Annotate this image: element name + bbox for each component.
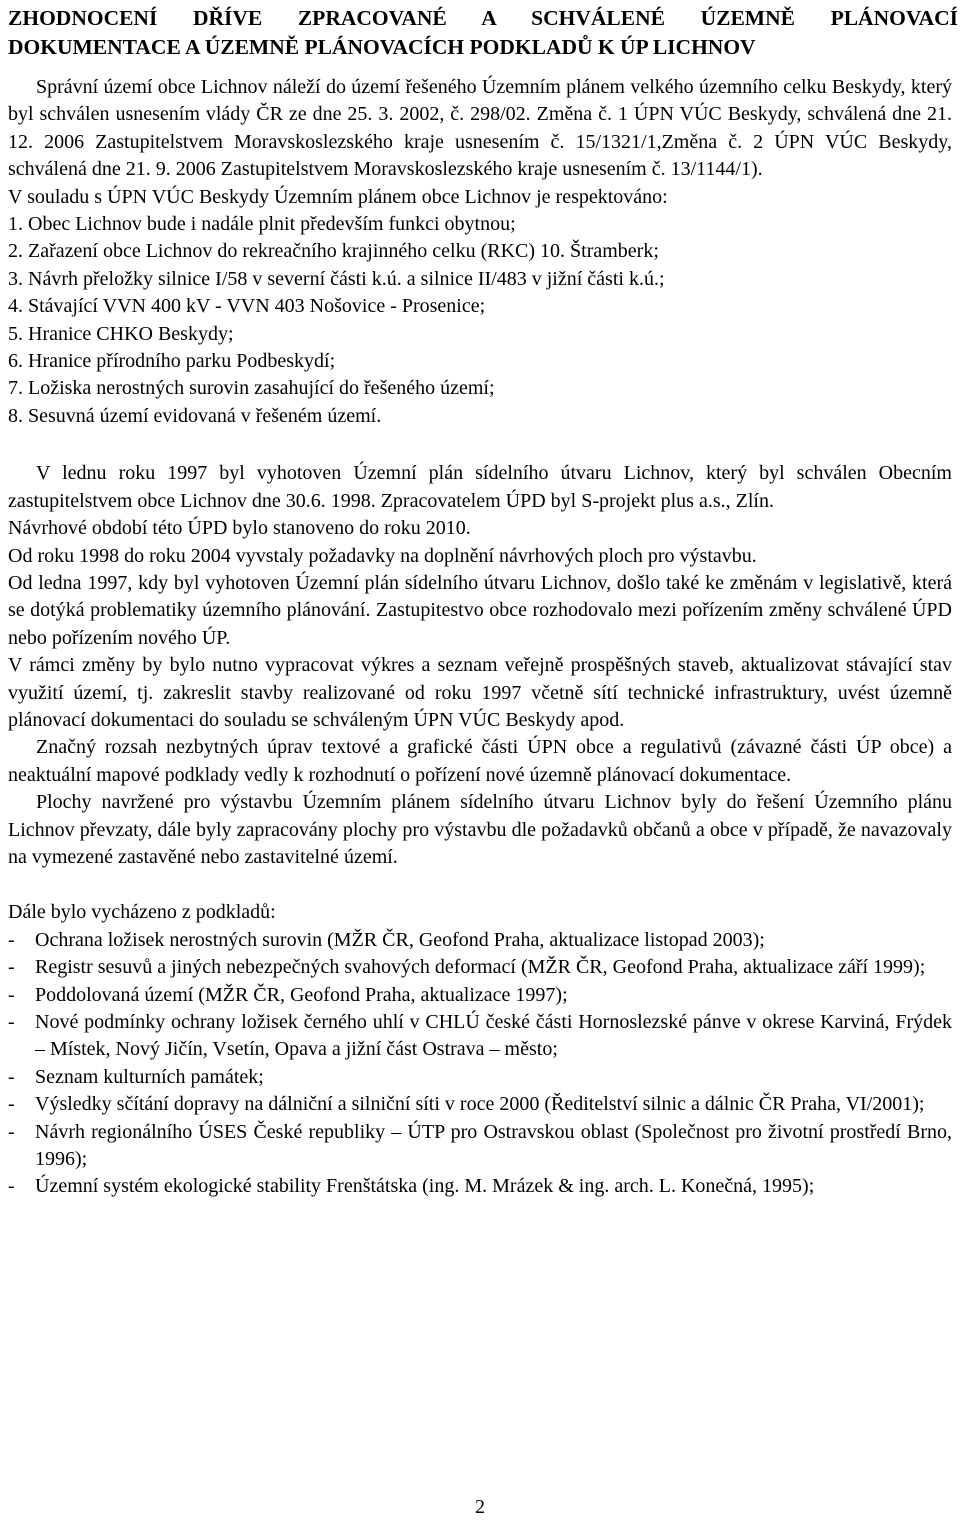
list-item — [8, 1091, 952, 1118]
intro-paragraph: Správní území obce Lichnov náleží do území řešeného Územním plánem velkého územního celku Beskydy, který byl schválen usnesením vlády ČR ze dne 25. 3. 2002, č. 298/02. Změna č. 1 ÚPN VÚC Beskydy, schválená dne 21. 12. 2006 Zastupitelstvem Moravskoslezského kraje usnesením č. 15/1321/1,Změna č. 2 ÚPN VÚC Beskydy, schválená dne 21. 9. 2006 Zastupitelstvem Moravskoslezského kraje usnesením č. 13/1144/1). — [8, 76, 952, 181]
list-item — [8, 1173, 952, 1200]
source-text: Ochrana ložisek nerostných surovin (MŽR ČR, Geofond Praha, aktualizace listopad 2003); — [35, 928, 765, 951]
list-item: 7. Ložiska nerostných surovin zasahující do řešeného území; — [8, 377, 495, 400]
list-item: 1. Obec Lichnov bude i nadále plnit především funkci obytnou; — [8, 213, 516, 236]
source-text: Výsledky sčítání dopravy na dálniční a silniční síti v roce 2000 (Ředitelství silnic a dálnic ČR Praha, VI/2001); — [35, 1093, 925, 1116]
list-item — [8, 1119, 952, 1174]
list-item — [8, 927, 952, 954]
spacer — [8, 871, 952, 899]
list-item — [8, 1064, 952, 1091]
page-number: 2 — [475, 1496, 485, 1518]
source-text: Územní systém ekologické stability Frenštátska (ing. M. Mrázek & ing. arch. L. Konečná, 1995); — [35, 1175, 815, 1198]
bullet-dash: - — [8, 1093, 15, 1116]
sources-intro: Dále bylo vycházeno z podkladů: — [8, 901, 276, 924]
bullet-dash: - — [8, 928, 15, 951]
bullet-dash: - — [8, 1065, 15, 1088]
sources-list — [8, 927, 952, 1201]
spacer — [8, 430, 952, 460]
source-text: Návrh regionálního ÚSES České republiky – ÚTP pro Ostravskou oblast (Společnost pro životní prostředí Brno, 1996); — [35, 1120, 952, 1171]
source-text: Nové podmínky ochrany ložisek černého uhlí v CHLÚ české části Hornoslezské pánve v okrese Karviná, Frýdek – Místek, Nový Jičín, Vsetín, Opava a jižní část Ostrava – město; — [35, 1011, 952, 1061]
paragraph-requirements: Od roku 1998 do roku 2004 vyvstaly požadavky na doplnění návrhových ploch pro výstavbu. — [8, 544, 757, 567]
list-item: 8. Sesuvná území evidovaná v řešeném území. — [8, 404, 382, 427]
list-item: 4. Stávající VVN 400 kV - VVN 403 Nošovice - Prosenice; — [8, 295, 486, 318]
bullet-dash: - — [8, 1120, 15, 1143]
list-item: 6. Hranice přírodního parku Podbeskydí; — [8, 350, 336, 373]
paragraph-period: Návrhové období této ÚPD bylo stanoveno do roku 2010. — [8, 517, 471, 540]
paragraph-legislation: Od ledna 1997, kdy byl vyhotoven Územní plán sídelního útvaru Lichnov, došlo také ke změnám v legislativě, která se dotýká problematiky územního plánování. Zastupitestvo obce rozhodovalo mezi pořízením změny schválené ÚPD nebo pořízením nového ÚP. — [8, 571, 952, 649]
bullet-dash: - — [8, 1175, 15, 1198]
list-item — [8, 954, 952, 981]
source-text: Registr sesuvů a jiných nebezpečných svahových deformací (MŽR ČR, Geofond Praha, aktualizace září 1999); — [35, 956, 926, 979]
paragraph-change-scope: V rámci změny by bylo nutno vypracovat výkres a seznam veřejně prospěšných staveb, aktualizovat stávající stav využití území, tj. zakreslit stavby realizované od roku 1997 včetně sítí technické infrastruktury, uvést územně plánovací dokumentaci do souladu se schváleným ÚPN VÚC Beskydy apod. — [8, 654, 952, 731]
list-item — [8, 1009, 952, 1064]
document-body — [8, 74, 952, 1201]
source-text: Poddolovaná území (MŽR ČR, Geofond Praha, aktualizace 1997); — [35, 983, 568, 1006]
list-item: 2. Zařazení obce Lichnov do rekreačního krajinného celku (RKC) 10. Štramberk; — [8, 240, 659, 263]
paragraph-areas: Plochy navržené pro výstavbu Územním plánem sídelního útvaru Lichnov byly do řešení Územního plánu Lichnov převzaty, dále byly zapracovány plochy pro výstavbu dle požadavků občanů a obce v případě, že navazovaly na vymezené zastavěné nebo zastavitelné území. — [8, 791, 952, 868]
paragraph-upd-1997: V lednu roku 1997 byl vyhotoven Územní plán sídelního útvaru Lichnov, který byl schválen Obecním zastupitelstvem obce Lichnov dne 30.6. 1998. Zpracovatelem ÚPD byl S-projekt plus a.s., Zlín. — [8, 462, 952, 512]
bullet-dash: - — [8, 956, 15, 979]
list-item: 5. Hranice CHKO Beskydy; — [8, 322, 234, 345]
list-item — [8, 982, 952, 1009]
respect-intro: V souladu s ÚPN VÚC Beskydy Územním plánem obce Lichnov je respektováno: — [8, 185, 668, 208]
heading-line-2: DOKUMENTACE A ÚZEMNĚ PLÁNOVACÍCH PODKLADŮ K ÚP LICHNOV — [8, 35, 756, 59]
paragraph-decision: Značný rozsah nezbytných úprav textové a grafické části ÚPN obce a regulativů (závazné části ÚP obce) a neaktuální mapové podklady vedly k rozhodnutí o pořízení nové územně plánovací dokumentace. — [8, 736, 952, 786]
bullet-dash: - — [8, 1011, 15, 1033]
section-heading — [8, 4, 958, 62]
bullet-dash: - — [8, 983, 15, 1006]
list-item: 3. Návrh přeložky silnice I/58 v severní části k.ú. a silnice II/483 v jižní části k.ú.; — [8, 267, 665, 290]
source-text: Seznam kulturních památek; — [35, 1065, 264, 1088]
respected-items-list — [8, 211, 952, 430]
heading-line-1: ZHODNOCENÍ DŘÍVE ZPRACOVANÉ A SCHVÁLENÉ ÚZEMNĚ PLÁNOVACÍ — [8, 6, 958, 30]
